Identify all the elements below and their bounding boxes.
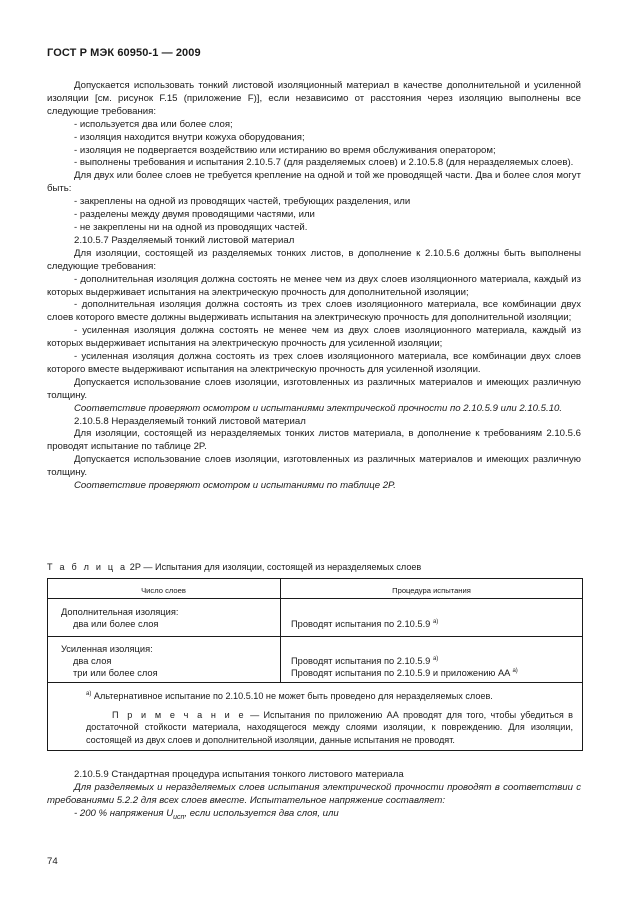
table-right-border: [582, 579, 583, 750]
table-caption-prefix: Т а б л и ц а: [47, 562, 128, 572]
paragraph: Для разделяемых и неразделяемых слоев испытания электрической прочности проводят в соответствии с требованиями 5.2.2 для всех слоев вместе. Испытательное напряжение составляет:: [47, 781, 581, 806]
list-item: - не закреплены ни на одной из проводящих частей.: [74, 221, 308, 233]
section-heading: 2.10.5.9 Стандартная процедура испытания тонкого листового материала: [74, 769, 404, 780]
table-caption-text: 2Р — Испытания для изоляции, состоящей из неразделяемых слоев: [129, 562, 422, 572]
table-cell-procedure: Проводят испытания по 2.10.5.9 $^{a)}$: [291, 619, 439, 629]
list-item: - усиленная изоляция должна состоять из трех слоев изоляционного материала, все комбинации двух слоев которого вместе выдерживают испытания на электрическую прочность для усиленной изоляции.: [47, 351, 581, 375]
page-header: ГОСТ Р МЭК 60950-1 — 2009: [47, 47, 201, 59]
compliance-note: Соответствие проверяют осмотром и испытаниями электрической прочности по 2.10.5.9 или 2.10.5.10.: [74, 402, 563, 414]
list-item: - закреплены на одной из проводящих частей, требующих разделения, или: [74, 196, 411, 208]
list-item: - дополнительная изоляция должна состоять не менее чем из двух слоев изоляционного материала, каждый из которых выдерживает испытания на электрическую прочность для дополнительной изоляции;: [47, 273, 581, 298]
column-header-procedure: Процедура испытания: [392, 586, 471, 595]
table-cell-layers: три или более слоя: [73, 668, 158, 678]
list-item: - 200 % напряжения $U_{исп}$, если используется два слоя, или: [74, 807, 339, 821]
table-cell-procedure: Проводят испытания по 2.10.5.9 и приложению AA $^{a)}$: [291, 668, 518, 678]
table-header-divider: [47, 598, 583, 599]
table-footnote: $^{a)}$ Альтернативное испытание по 2.10.5.10 не может быть проведено для неразделяемых слоев.: [86, 691, 493, 701]
paragraph: Допускается использовать тонкий листовой изоляционный материал в качестве дополнительной и усиленной изоляции [см. рисунок F.15 (приложение F)], если независимо от расстояния через изоляцию выполнены все следующие требования:: [47, 80, 581, 117]
list-item: - дополнительная изоляция должна состоять из трех слоев изоляционного материала, все комбинации двух слоев которого вместе должны выдерживать испытания на электрическую прочность для дополнительной изоляции;: [47, 299, 581, 324]
paragraph: Допускается использование слоев изоляции, изготовленных из различных материалов и имеющих различную толщину.: [47, 376, 581, 401]
table-row-divider: [47, 682, 583, 683]
note-text: — Испытания по приложению АА проводят для того, чтобы убедиться в достаточной стойкости материала, находящегося между слоями изоляции, к повреждению. Для изоляции, состоящей из двух слоев и дополнительной изоляции, данные испытания не проводят.: [86, 710, 573, 745]
note-label: П р и м е ч а н и е: [112, 710, 246, 720]
paragraph: Для двух или более слоев не требуется крепление на одной и той же проводящей части. Два и более слоя могут быть:: [47, 170, 581, 195]
table-cell-procedure: Проводят испытания по 2.10.5.9 $^{a)}$: [291, 656, 439, 666]
paragraph: Допускается использование слоев изоляции, изготовленных из различных материалов и имеющих различную толщину.: [47, 454, 581, 479]
table-caption: [47, 561, 587, 573]
list-item: - изоляция не подвергается воздействию или истиранию во время обслуживания оператором;: [74, 144, 496, 156]
list-item: - разделены между двумя проводящими частями, или: [74, 209, 315, 221]
compliance-note: Соответствие проверяют осмотром и испытаниями по таблице 2P.: [74, 480, 396, 492]
list-item: - усиленная изоляция должна состоять не менее чем из двух слоев изоляционного материала, каждый из которых выдерживает испытания на электрическую прочность для усиленной изоляции;: [47, 325, 581, 350]
column-header-layers: Число слоев: [141, 586, 186, 595]
paragraph: Для изоляции, состоящей из разделяемых тонких листов, в дополнение к 2.10.5.6 должны быть выполнены следующие требования:: [47, 247, 581, 272]
list-item: - выполнены требования и испытания 2.10.5.7 (для разделяемых слоев) и 2.10.5.8 (для неразделяемых слоев).: [74, 157, 574, 169]
table-left-border: [47, 579, 48, 750]
table-cell-layers: два слоя: [73, 656, 112, 666]
table-row-group-label: Дополнительная изоляция:: [61, 607, 179, 617]
body-text: [47, 80, 581, 493]
table-cell-layers: два или более слоя: [73, 619, 159, 629]
table-note: [86, 709, 573, 746]
section-2-10-5-9: [47, 769, 581, 825]
table-row-divider: [47, 636, 583, 637]
table-row-group-label: Усиленная изоляция:: [61, 644, 153, 654]
section-heading: 2.10.5.7 Разделяемый тонкий листовой материал: [74, 234, 295, 246]
paragraph: Для изоляции, состоящей из неразделяемых тонких листов материала, в дополнение к требованиям 2.10.5.6 проводят испытание по таблице 2P.: [47, 428, 581, 453]
list-item: - изоляция находится внутри кожуха оборудования;: [74, 131, 305, 143]
list-item: - используется два или более слоя;: [74, 118, 233, 130]
data-table: [47, 578, 583, 751]
section-heading: 2.10.5.8 Неразделяемый тонкий листовой материал: [74, 415, 306, 427]
page-number: 74: [47, 856, 58, 867]
